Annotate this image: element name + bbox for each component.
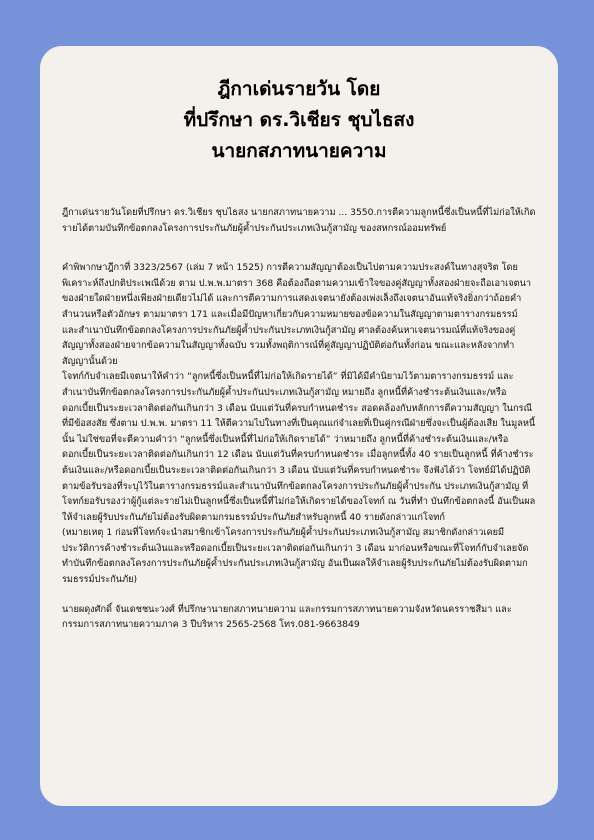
- title-line-2: ที่ปรึกษา ดร.วิเชียร ชุบไธสง: [183, 109, 415, 131]
- intro-paragraph: ฎีกาเด่นรายวันโดยที่ปรึกษา ดร.วิเชียร ชุบไธสง นายกสภาทนายความ ... 3550.การตีความลูกหนี้ซึ่งเป็นหนี้ที่ไม่ก่อให้เกิดรายได้ตามบันทึกข้อตกลงโครงการประกันภัยผู้ค้ำประกันประเภทเงินกู้สามัญ ของสหกรณ์ออมทรัพย์: [62, 207, 536, 234]
- title-line-3: นายกสภาทนายความ: [211, 140, 387, 162]
- note-paragraph: (หมายเหตุ 1 ก่อนที่โจทก์จะนำสมาชิกเข้าโครงการประกันภัยผู้ค้ำประกันประเภทเงินกู้สามัญ สมาชิกดังกล่าวเคยมีประวัติการค้างชำระต้นเงินและหรือดอกเบี้ยเป็นระยะเวลาติดต่อกันเกินกว่า 3 เดือน มาก่อนหรือขณะที่โจทก์กับจำเลยจัดทำบันทึกข้อตกลงโครงการประกันภัยผู้ค้ำประกันประเภทเงินกู้สามัญ อันเป็นผลให้จำเลยผู้รับประกันภัยไม่ต้องรับผิดตามกรมธรรม์ประกันภัย): [62, 527, 529, 586]
- document-title: [62, 74, 536, 167]
- interpretation-paragraph: โจทก์กับจำเลยมีเจตนาให้คำว่า “ลูกหนี้ซึ่งเป็นหนี้ที่ไม่ก่อให้เกิดรายได้” ที่มิได้มีคำนิยามไว้ตามตารางกรมธรรม์ และสำเนาบันทึกข้อตกลงโครงการประกันภัยผู้ค้ำประกันประเภทเงินกู้สามัญ หมายถึง ลูกหนี้ที่ค้างชำระต้นเงินและ/หรือดอกเบี้ยเป็นระยะเวลาติดต่อกันเกินกว่า 3 เดือน นับแต่วันที่ครบกำหนดชำระ สอดคล้องกับหลักการตีความสัญญา ในกรณีที่มีข้อสงสัย ซึ่งตาม ป.พ.พ. มาตรา 11 ให้ตีความไปในทางที่เป็นคุณแก่จำเลยที่เป็นคู่กรณีฝ่ายซึ่งจะเป็นผู้ต้องเสีย ในมูลหนี้นั้น ไม่ใช่ขอที่จะตีความคำว่า “ลูกหนี้ซึ่งเป็นหนี้ที่ไม่ก่อให้เกิดรายได้” ว่าหมายถึง ลูกหนี้ที่ค้างชำระต้นเงินและ/หรือดอกเบี้ยเป็นระยะเวลาติดต่อกันเกินกว่า 12 เดือน นับแต่วันที่ครบกำหนดชำระ เมื่อลูกหนี้ทั้ง 40 รายเป็นลูกหนี้ ที่ค้างชำระต้นเงินและ/หรือดอกเบี้ยเป็นระยะเวลาติดต่อกันเกินกว่า 3 เดือน นับแต่วันที่ครบกำหนดชำระ จึงฟังได้ว่า โจทย์มิได้ปฏิบัติตามข้อรับรองที่ระบุไว้ในตารางกรมธรรม์และสำเนาบันทึกข้อตกลงโครงการประกันภัยผู้ค้ำประกัน ประเภทเงินกู้สามัญ ที่โจทก์ยอรับรองว่าผู้กู้แต่ละรายไม่เป็นลูกหนี้ซึ่งเป็นหนี้ที่ไม่ก่อให้เกิดรายได้ของโจทก์ ณ วันที่ทำ บันทึกข้อตกลงนี้ อันเป็นผลให้จำเลยผู้รับประกันภัยไม่ต้องรับผิดตามกรมธรรม์ประกันภัยสำหรับลูกหนี้ 40 รายดังกล่าวแก่โจทก์: [62, 371, 536, 523]
- document-card: [40, 46, 558, 806]
- author-signature: นายผดุงศักดิ์ จันเดชชนะวงศ์ ที่ปรึกษานายกสภาทนายความ และกรรมการสภาทนายความจังหวัดนครราชสีมา และกรรมการสภาทนายความภาค 3 ปีบริหาร 2565-2568 โทร.081-9663849: [62, 603, 512, 631]
- ruling-paragraph: คำพิพากษาฎีกาที่ 3323/2567 (เล่ม 7 หน้า 1525) การตีความสัญญาต้องเป็นไปตามความประสงค์ในทางสุจริต โดยพิเคราะห์ถึงปกติประเพณีด้วย ตาม ป.พ.พ.มาตรา 368 คือต้องถือตามความเข้าใจของคู่สัญญาทั้งสองฝ่ายจะถือเอาเจตนาของฝ่ายใดฝ่ายหนึ่งเพียงฝ่ายเดียวไม่ได้ และการตีความการแสดงเจตนายังต้องเพ่งเล็งถึงเจตนาอันแท้จริงยิ่งกว่าถ้อยคำสำนวนหรือตัวอักษร ตามมาตรา 171 และเมื่อมีปัญหาเกี่ยวกับความหมายของข้อความในสัญญาตามตารางกรมธรรม์ และสำเนาบันทึกข้อตกลงโครงการประกันภัยผู้ค้ำประกันประเภทเงินกู้สามัญ ศาลต้องค้นหาเจตนารมณ์ที่แท้จริงของคู่สัญญาทั้งสองฝ่ายจากข้อความในสัญญาทั้งฉบับ รวมทั้งพฤติการณ์ที่คู่สัญญาปฏิบัติต่อกันทั้งก่อน ขณะและหลังจากทำสัญญานั้นด้วย: [62, 262, 532, 367]
- title-line-1: ฎีกาเด่นรายวัน โดย: [217, 78, 381, 100]
